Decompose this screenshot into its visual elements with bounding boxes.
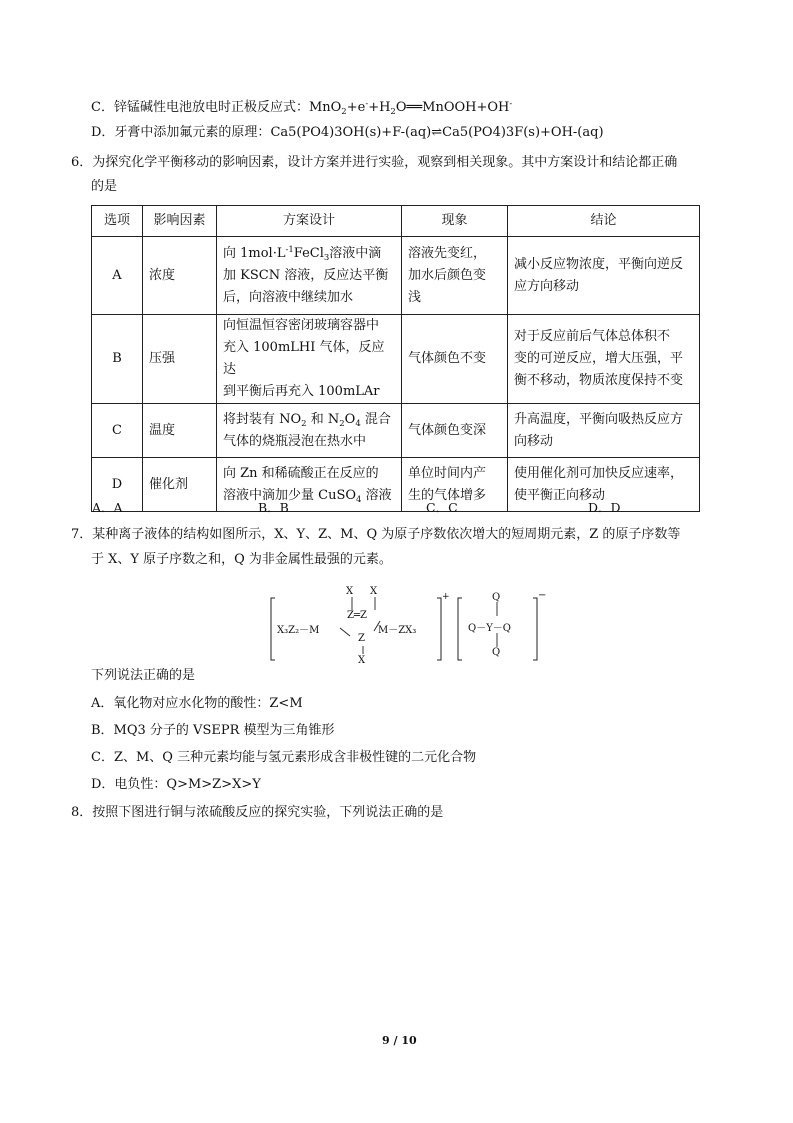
q7-structure-figure [270, 588, 550, 668]
q7-option-c: C．Z、M、Q 三种元素均能与氢元素形成含非极性键的二元化合物 [91, 750, 477, 765]
q6-row-c-design: 将封装有 $NO_2$ 和 $N_2O_4$ 混合 气体的烧瓶浸泡在热水中 [217, 404, 402, 458]
q6-row-c-conclusion: 升高温度，平衡向吸热反应方 向移动 [508, 404, 700, 458]
q5-option-d: D．牙膏中添加氟元素的原理：Ca5(PO4)3OH(s)+F-(aq)⇌Ca5(PO4)3F(s)+OH-(aq) [91, 125, 604, 140]
q7-option-d: D．电负性：Q>M>Z>X>Y [91, 777, 261, 792]
label-anion-top: Q [492, 592, 501, 603]
q6-row-a-design: 向 $1mol\cdot L^{-1}FeCl_3$溶液中滴 加 KSCN 溶液，反应达平衡 后，向溶液中继续加水 [217, 237, 402, 315]
q6-header-design: 方案设计 [217, 206, 402, 237]
q6-header-option: 选项 [92, 206, 143, 237]
q6-choice-d: D．D [588, 500, 621, 515]
q6-header-factor: 影响因素 [143, 206, 217, 237]
q5-option-c: C．锌锰碱性电池放电时正极反应式：$MnO_2+e^-+H_2O══MnOOH+OH^-$ [91, 99, 513, 117]
label-cation-right: M－ZX₃ [378, 625, 417, 636]
q6-row-d-factor: 催化剂 [143, 458, 217, 512]
q6-row-c-option: C [92, 404, 143, 458]
q6-stem-line2: 的是 [91, 179, 118, 194]
q6-row-d-design: 向 Zn 和稀硫酸正在反应的 溶液中滴加少量 CuSO$_4$ 溶液 [217, 458, 402, 512]
q6-row-a-factor: 浓度 [143, 237, 217, 315]
cation-bracket-left [271, 598, 275, 660]
q6-row-d-conclusion: 使用催化剂可加快反应速率， 使平衡正向移动 [508, 458, 700, 512]
q7-option-a: A．氧化物对应水化物的酸性：Z<M [91, 696, 303, 711]
anion-bracket-left [458, 598, 462, 660]
q6-header-conclusion: 结论 [508, 206, 700, 237]
q6-row-c-factor: 温度 [143, 404, 217, 458]
q6-row-c-phenomenon: 气体颜色变深 [402, 404, 508, 458]
cation-bracket-right [437, 598, 441, 660]
q6-header-phenomenon: 现象 [402, 206, 508, 237]
q6-row-b-design: 向恒温恒容密闭玻璃容器中 充入 100mLHI 气体，反应达 到平衡后再充入 100mLAr [217, 315, 402, 404]
q6-row-d-phenomenon: 单位时间内产 生的气体增多 [402, 458, 508, 512]
table-row [92, 237, 700, 315]
q6-row-b-option: B [92, 315, 143, 404]
label-ring-bottom: Z [358, 633, 365, 644]
q6-choice-a: A．A [92, 500, 123, 515]
q6-row-b-phenomenon: 气体颜色不变 [402, 315, 508, 404]
q6-row-d-option: D [92, 458, 143, 512]
label-ring-top: Z═Z [347, 610, 367, 621]
cation-charge: + [442, 592, 450, 602]
page-number: 9 / 10 [382, 1034, 417, 1047]
table-row [92, 404, 700, 458]
label-top-x2: X [370, 586, 378, 597]
anion-bracket-right [533, 598, 537, 660]
q8-stem: 8．按照下图进行铜与浓硫酸反应的探究实验，下列说法正确的是 [71, 805, 444, 820]
q7-stem-line2: 于 X、Y 原子序数之和，Q 为非金属性最强的元素。 [91, 552, 392, 567]
q6-row-b-conclusion: 对于反应前后气体总体积不 变的可逆反应，增大压强，平 衡不移动，物质浓度保持不变 [508, 315, 700, 404]
label-top-x1: X [346, 586, 354, 597]
label-anion-center: Q－Y－Q [468, 623, 511, 634]
q5-option-d-equation: Ca5(PO4)3OH(s)+F-(aq)⇌Ca5(PO4)3F(s)+OH-(aq) [270, 125, 604, 140]
q6-table-header-row [92, 206, 700, 237]
q7-prompt: 下列说法正确的是 [91, 668, 196, 683]
label-cation-left: X₃Z₂－M [277, 625, 320, 636]
bond-ring-left [340, 628, 350, 636]
label-bottom-x: X [358, 655, 366, 666]
q6-row-b-factor: 压强 [143, 315, 217, 404]
q7-option-b: B．MQ3 分子的 VSEPR 模型为三角锥形 [91, 723, 335, 738]
q6-table [91, 205, 700, 512]
q6-row-a-conclusion: 减小反应物浓度，平衡向逆反 应方向移动 [508, 237, 700, 315]
q6-row-a-option: A [92, 237, 143, 315]
label-anion-bottom: Q [492, 647, 501, 658]
anion-charge: − [538, 590, 547, 601]
q6-row-a-phenomenon: 溶液先变红， 加水后颜色变 浅 [402, 237, 508, 315]
q6-choice-b: B．B [258, 500, 289, 515]
q6-stem-line1: 6．为探究化学平衡移动的影响因素，设计方案并进行实验，观察到相关现象。其中方案设计和结论都正确 [71, 155, 678, 170]
q6-choice-c: C．C [426, 500, 458, 515]
table-row [92, 315, 700, 404]
q7-stem-line1: 7．某种离子液体的结构如图所示，X、Y、Z、M、Q 为原子序数依次增大的短周期元素，Z 的原子序数等 [71, 527, 681, 542]
